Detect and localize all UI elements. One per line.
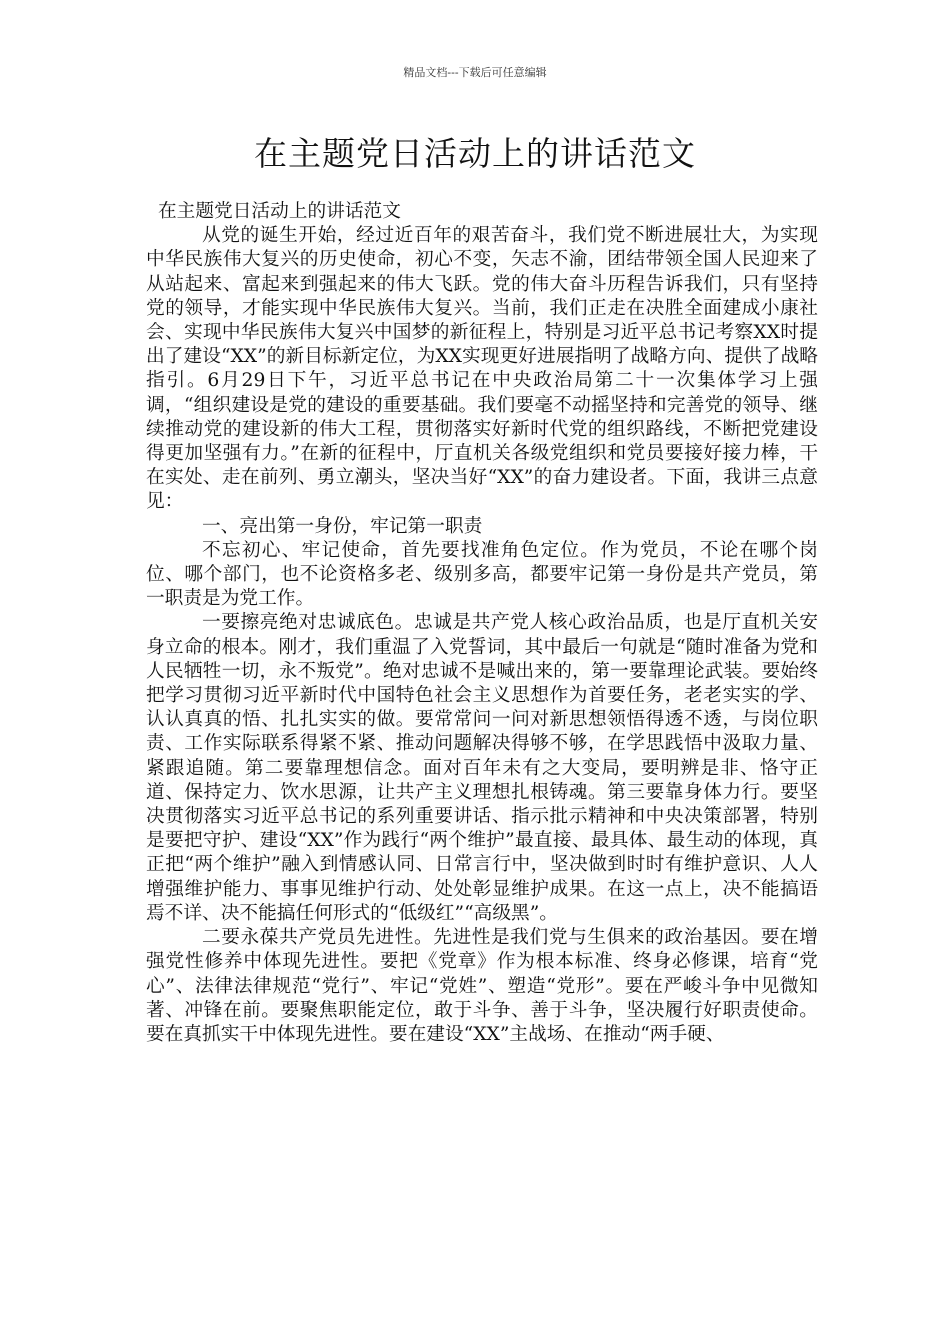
document-subtitle: 在主题党日活动上的讲话范文 (158, 201, 401, 222)
document-body (146, 200, 818, 1047)
page-header: 精品文档---下载后可任意编辑 (403, 66, 547, 79)
paragraph-intro: 从党的诞生开始，经过近百年的艰苦奋斗，我们党不断进展壮大，为实现中华民族伟大复兴的历史使命，初心不变，矢志不渝，团结带领全国人民迎来了从站起来、富起来到强起来的伟大飞跃。党的伟大奋斗历程告诉我们，只有坚持党的领导，才能实现中华民族伟大复兴。当前，我们正走在决胜全面建成小康社会、实现中华民族伟大复兴中国梦的新征程上，特别是习近平总书记考察XX时提出了建设“XX”的新目标新定位，为XX实现更好进展指明了战略方向、提供了战略指引。6月29日下午，习近平总书记在中央政治局第二十一次集体学习上强调，“组织建设是党的建设的重要基础。我们要毫不动摇坚持和完善党的领导、继续推动党的建设新的伟大工程，贯彻落实好新时代党的组织路线，不断把党建设得更加坚强有力。”在新的征程中，厅直机关各级党组织和党员要接好接力棒，干在实处、走在前列、勇立潮头，坚决当好“XX”的奋力建设者。下面，我讲三点意见： (146, 225, 818, 513)
paragraph-loyalty: 一要擦亮绝对忠诚底色。忠诚是共产党人核心政治品质，也是厅直机关安身立命的根本。刚才，我们重温了入党誓词，其中最后一句就是“随时准备为党和人民牺牲一切，永不叛党”。绝对忠诚不是喊出来的，第一要靠理论武装。要始终把学习贯彻习近平新时代中国特色社会主义思想作为首要任务，老老实实的学、认认真真的悟、扎扎实实的做。要常常问一问对新思想领悟得透不透，与岗位职责、工作实际联系得紧不紧、推动问题解决得够不够，在学思践悟中汲取力量、紧跟追随。第二要靠理想信念。面对百年未有之大变局，要明辨是非、恪守正道、保持定力、饮水思源，让共产主义理想扎根铸魂。第三要靠身体力行。要坚决贯彻落实习近平总书记的系列重要讲话、指示批示精神和中央决策部署，特别是要把守护、建设“XX”作为践行“两个维护”最直接、最具体、最生动的体现，真正把“两个维护”融入到情感认同、日常言行中，坚决做到时时有维护意识、人人增强维护能力、事事见维护行动、处处彰显维护成果。在这一点上，决不能搞语焉不详、决不能搞任何形式的“低级红”“高级黑”。 (146, 612, 818, 924)
document-title: 在主题党日活动上的讲话范文 (254, 134, 696, 173)
paragraph-identity: 不忘初心、牢记使命，首先要找准角色定位。作为党员，不论在哪个岗位、哪个部门，也不论资格多老、级别多高，都要牢记第一身份是共产党员，第一职责是为党工作。 (146, 539, 818, 610)
section-heading-1: 一、亮出第一身份，牢记第一职责 (202, 515, 483, 537)
paragraph-advancement: 二要永葆共产党员先进性。先进性是我们党与生俱来的政治基因。要在增强党性修养中体现先进性。要把《党章》作为根本标准、终身必修课，培育“党心”、法律法律规范“党行”、牢记“党姓”、塑造“党形”。要在严峻斗争中见微知著、冲锋在前。要聚焦职能定位，敢于斗争、善于斗争，坚决履行好职责使命。要在真抓实干中体现先进性。要在建设“XX”主战场、在推动“两手硬、 (146, 927, 818, 1045)
